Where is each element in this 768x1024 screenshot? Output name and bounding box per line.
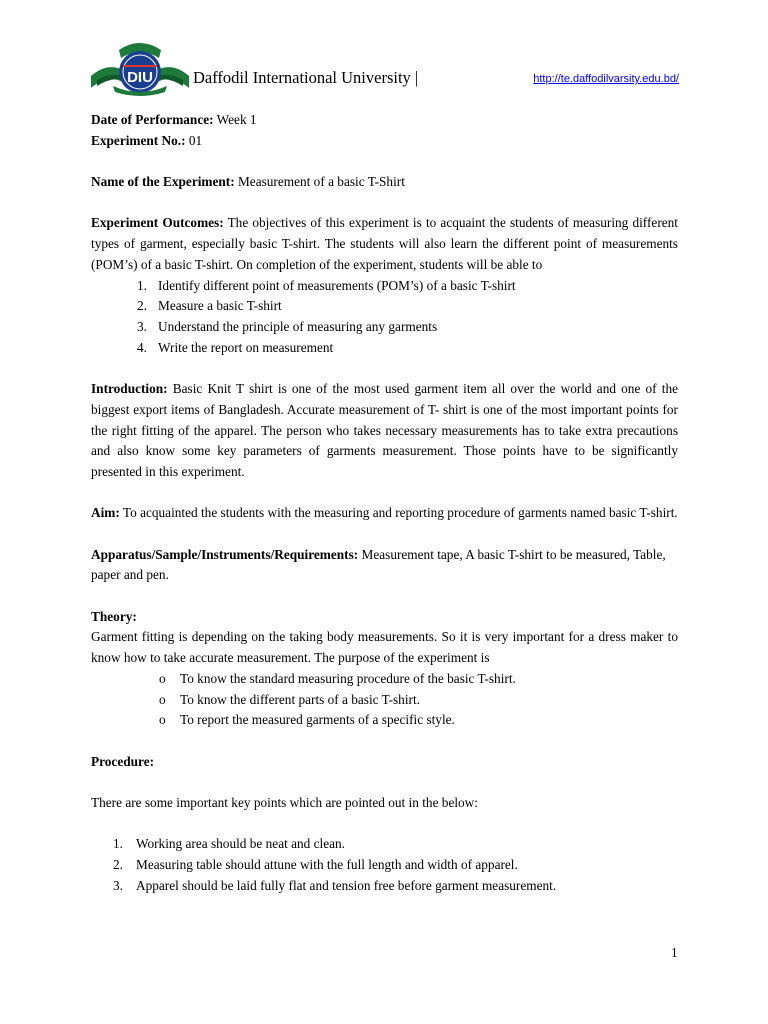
procedure-heading: Procedure: xyxy=(91,753,155,769)
list-item: 3. Understand the principle of measuring any garments xyxy=(137,319,438,334)
outcomes-list xyxy=(91,276,678,359)
experiment-name-label: Name of the Experiment: xyxy=(91,174,235,190)
procedure-intro: There are some important key points which are pointed out in the below: xyxy=(91,795,478,811)
introduction-paragraph xyxy=(91,379,678,483)
university-url-link[interactable]: http://te.daffodilvarsity.edu.bd/ xyxy=(533,73,679,85)
theory-list xyxy=(91,669,678,731)
theory-text: Garment fitting is depending on the taking body measurements. So it is very important for a dress maker to know how to take accurate measurement. The purpose of the experiment is xyxy=(91,629,678,666)
list-item: 1. Working area should be neat and clean. xyxy=(113,836,346,852)
procedure-list xyxy=(91,834,678,896)
experiment-number-value: 01 xyxy=(188,132,203,148)
apparatus-label: Apparatus/Sample/Instruments/Requirements: xyxy=(91,546,359,562)
list-item: o To report the measured garments of a specific style. xyxy=(159,712,455,728)
list-item: 2. Measuring table should attune with the full length and width of apparel. xyxy=(113,857,518,873)
page-header xyxy=(89,36,679,96)
experiment-name xyxy=(91,172,678,193)
experiment-number xyxy=(91,131,678,152)
list-item: o To know the different parts of a basic T-shirt. xyxy=(159,691,420,707)
aim-text: To acquainted the students with the measuring and reporting procedure of garments named basic T-shirt. xyxy=(122,505,678,521)
logo-text: DIU xyxy=(127,69,153,86)
aim-paragraph xyxy=(91,503,678,524)
experiment-name-value: Measurement of a basic T-Shirt xyxy=(237,174,405,190)
list-item: 3. Apparel should be laid fully flat and tension free before garment measurement. xyxy=(113,877,557,893)
apparatus-text: Measurement tape, A basic T-shirt to be measured, Table, paper and pen. xyxy=(91,546,666,583)
introduction-text: Basic Knit T shirt is one of the most used garment item all over the world and one of the biggest export items of Bangladesh. Accurate measurement of T- shirt is one of the most important points for the right fitting of the apparel. The person who takes necessary measurements has to take extra precautions and also know some key parameters of garments measurement. Those points have to be significantly presented in this experiment. xyxy=(91,381,678,479)
theory-heading: Theory: xyxy=(91,608,137,624)
page-number: 1 xyxy=(671,945,678,960)
date-label: Date of Performance: xyxy=(91,112,214,127)
university-logo xyxy=(89,36,191,96)
outcomes-paragraph xyxy=(91,213,678,275)
list-item: 4. Write the report on measurement xyxy=(137,339,334,355)
outcomes-label: Experiment Outcomes: xyxy=(91,215,224,231)
list-item: 1. Identify different point of measurements (POM’s) of a basic T-shirt xyxy=(137,277,516,293)
apparatus-paragraph xyxy=(91,545,678,586)
experiment-number-label: Experiment No.: xyxy=(91,132,186,148)
date-of-performance xyxy=(91,110,678,131)
date-value: Week 1 xyxy=(216,112,257,127)
aim-label: Aim: xyxy=(91,505,120,521)
list-item: o To know the standard measuring procedure of the basic T-shirt. xyxy=(159,670,516,686)
university-name: Daffodil International University | xyxy=(193,68,419,87)
introduction-label: Introduction: xyxy=(91,381,168,397)
document-body xyxy=(91,110,678,897)
outcomes-text: The objectives of this experiment is to acquaint the students of measuring different types of garment, especially basic T-shirt. The students will also learn the different point of measurements (POM’s) of a basic T-shirt. On completion of the experiment, students will be able to xyxy=(91,215,678,272)
list-item: 2. Measure a basic T-shirt xyxy=(137,298,282,314)
